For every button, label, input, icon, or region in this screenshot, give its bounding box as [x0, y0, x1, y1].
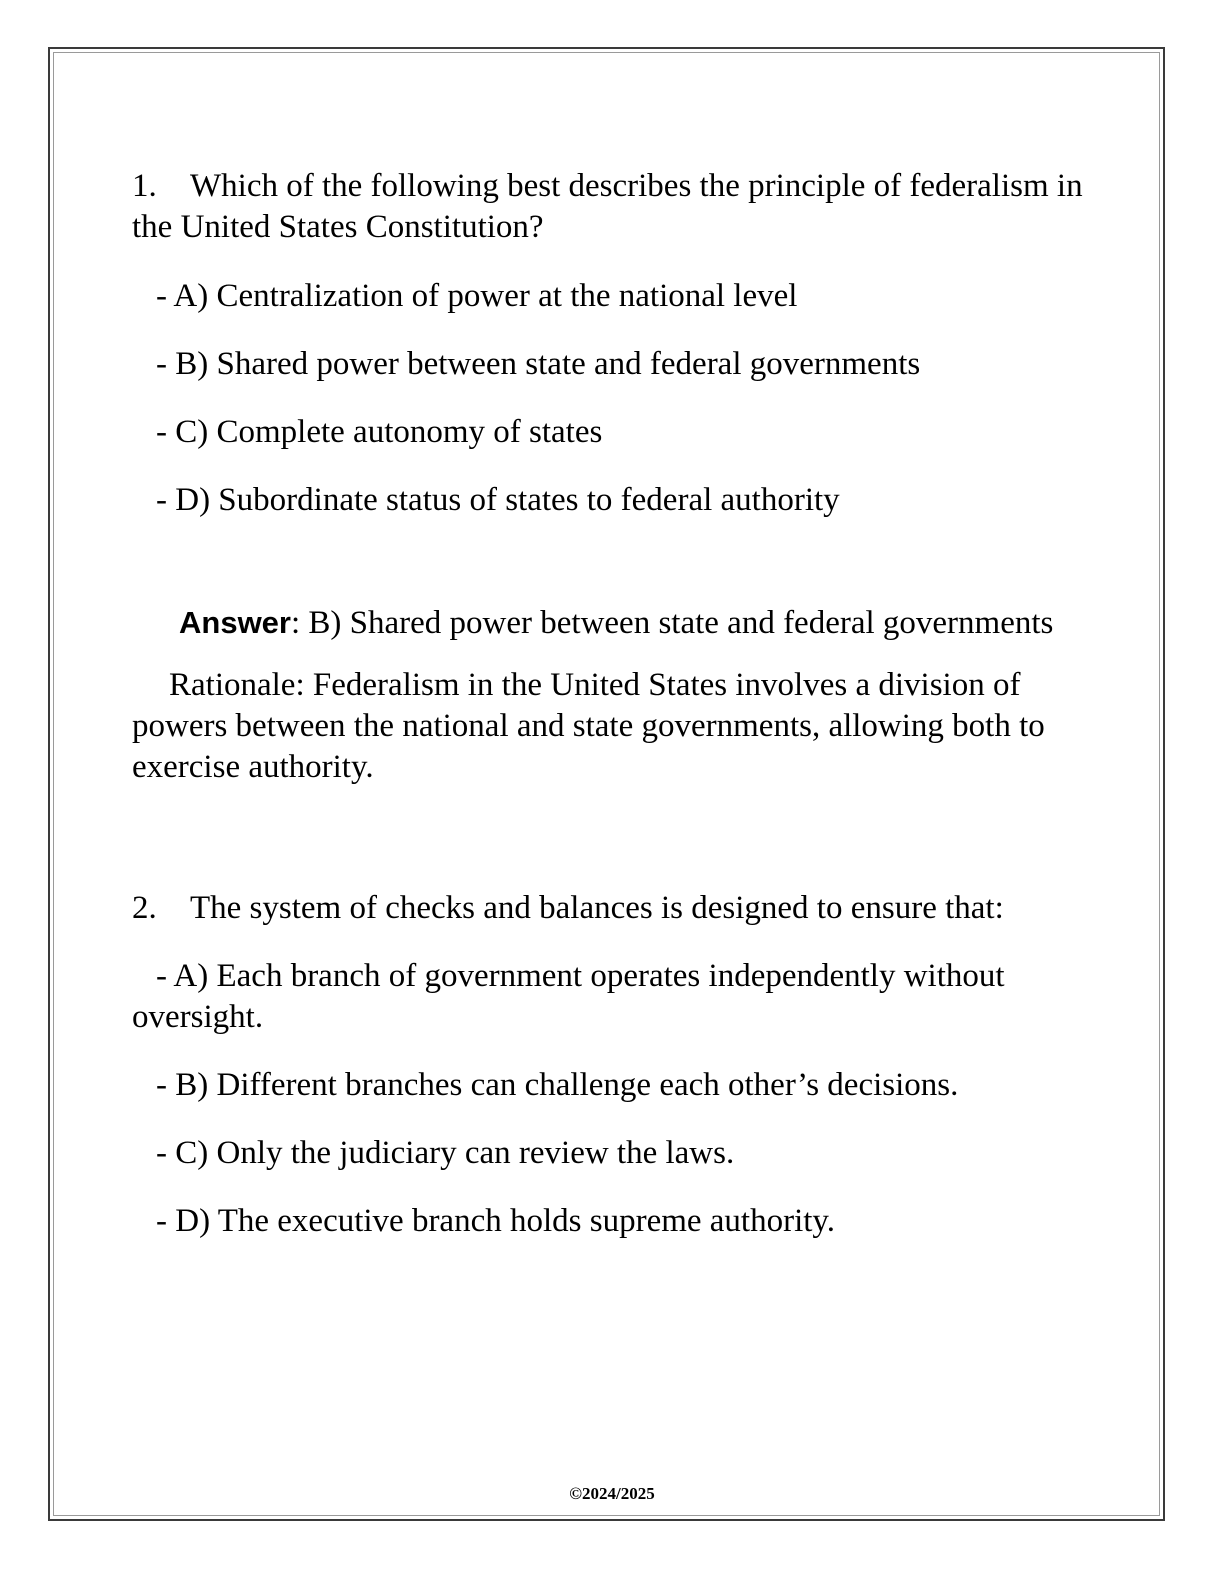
question-text: The system of checks and balances is designed to ensure that: — [190, 890, 1004, 926]
document-body — [132, 166, 1092, 1269]
answer-label: Answer — [179, 605, 291, 640]
option-d: - D) The executive branch holds supreme authority. — [156, 1203, 836, 1239]
copyright-footer: ©2024/2025 — [569, 1484, 655, 1503]
question-2 — [132, 888, 1092, 1242]
option-c: - C) Complete autonomy of states — [156, 414, 603, 450]
question-stem — [132, 166, 1092, 248]
option-b: - B) Shared power between state and federal governments — [156, 346, 921, 382]
question-number: 1. — [132, 168, 157, 204]
option-d: - D) Subordinate status of states to federal authority — [156, 482, 840, 518]
option-a: - A) Centralization of power at the national level — [156, 278, 798, 314]
option-c: - C) Only the judiciary can review the laws. — [156, 1135, 735, 1171]
answer-text: : B) Shared power between state and federal governments — [290, 605, 1054, 641]
rationale: Rationale: Federalism in the United States involves a division of powers between the national and state governments, allowing both to exercise authority. — [132, 667, 1045, 785]
answer-block — [132, 602, 1092, 788]
question-text: Which of the following best describes the principle of federalism in the United States Constitution? — [132, 168, 1083, 245]
option-b: - B) Different branches can challenge each other’s decisions. — [156, 1067, 959, 1103]
answer-options — [132, 276, 1092, 521]
option-a: - A) Each branch of government operates independently without oversight. — [132, 958, 1005, 1035]
answer-options — [132, 956, 1092, 1242]
answer-line — [132, 602, 1092, 644]
question-number: 2. — [132, 890, 157, 926]
question-1 — [132, 166, 1092, 788]
question-stem — [132, 888, 1092, 929]
